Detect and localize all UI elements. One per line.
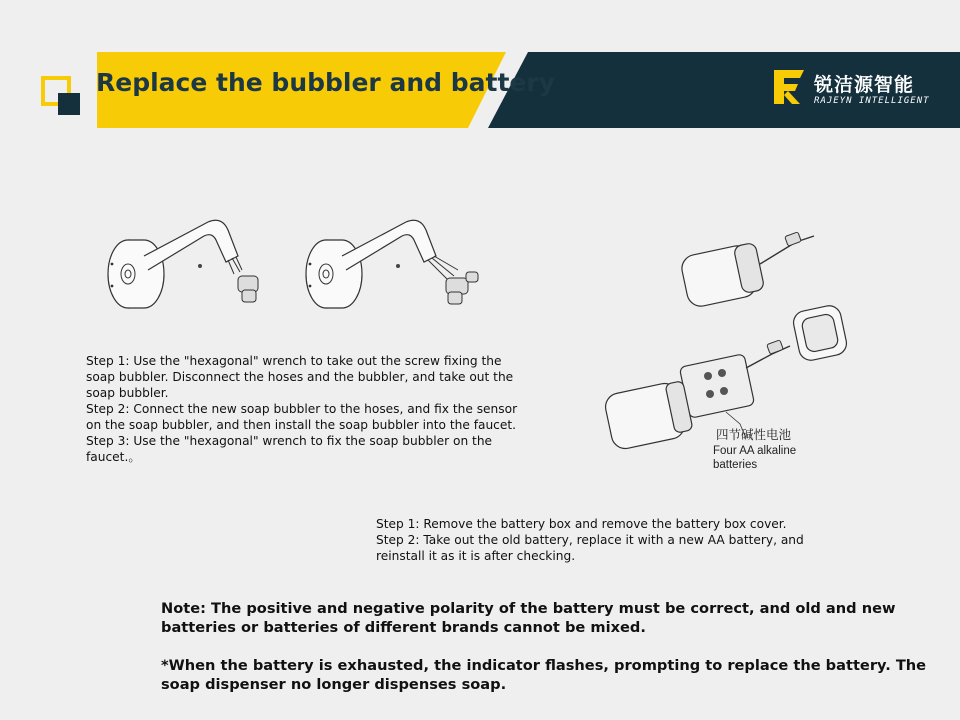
brand-name-en: RAJEYN INTELLIGENT [814,96,930,106]
battery-steps [376,516,836,564]
battery-label-en: Four AA alkaline batteries [713,445,797,471]
battery-step-1: Step 1: Remove the battery box and remove the battery box cover. [376,517,787,531]
title-band [0,0,960,130]
bubbler-steps [86,353,526,465]
page-title: Replace the bubbler and battery [96,68,555,97]
battery-box-illustration [600,228,860,453]
note-exhausted: *When the battery is exhausted, the indicator flashes, prompting to replace the battery. The soap dispenser no longer dispenses soap. [161,657,927,693]
battery-step-2: Step 2: Take out the old battery, replace it with a new AA battery, and reinstall it as it is after checking. [376,533,804,563]
bubbler-step-1: Step 1: Use the "hexagonal" wrench to take out the screw fixing the soap bubbler. Disconnect the hoses and the bubbler, and take out the soap bubbler. [86,354,514,400]
battery-label-cn: 四节碱性电池 [716,427,792,442]
note-polarity: Note: The positive and negative polarity of the battery must be correct, and old and new batteries or batteries of different brands cannot be mixed. [161,600,896,636]
faucet-illustration-installed [298,212,498,322]
brand-logo-icon [770,66,810,108]
bubbler-step-3: Step 3: Use the "hexagonal" wrench to fix the soap bubbler on the faucet.。 [86,434,493,464]
title-deco-square-fill [58,93,80,115]
bubbler-step-2: Step 2: Connect the new soap bubbler to the hoses, and fix the sensor on the soap bubbler, and then install the soap bubbler into the faucet. [86,402,518,432]
brand-name-cn: 锐洁源智能 [814,74,915,96]
faucet-illustration-removed [100,212,280,322]
